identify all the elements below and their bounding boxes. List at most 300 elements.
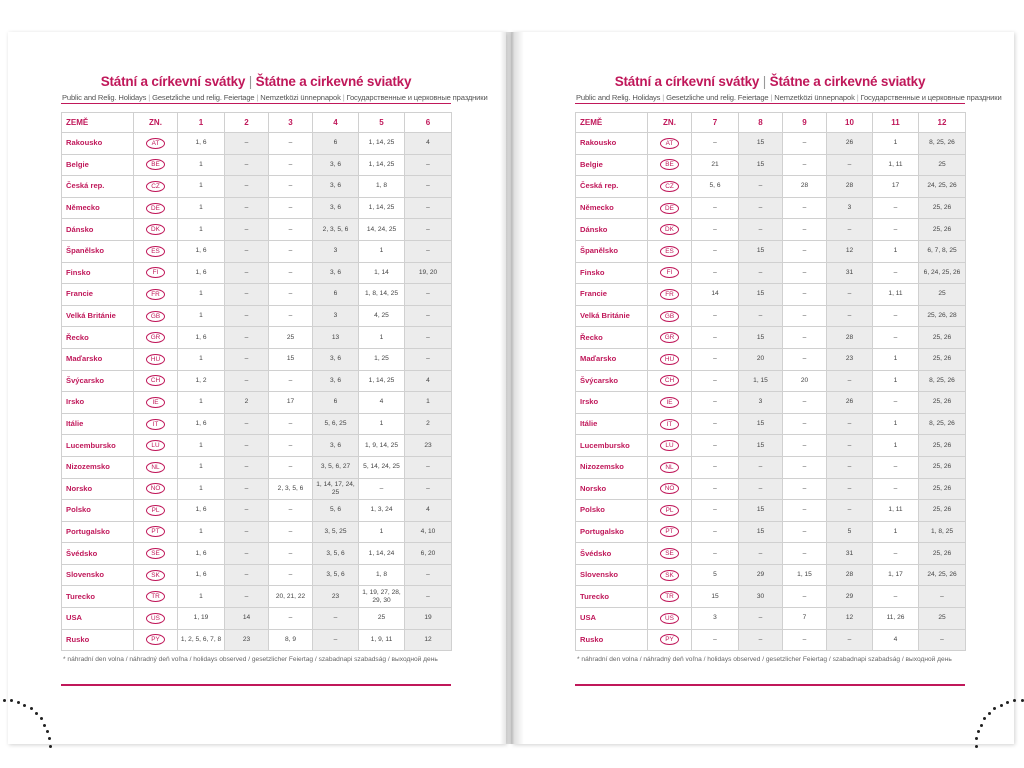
country-code-badge: PT bbox=[660, 526, 679, 537]
holiday-dates-cell: – bbox=[269, 219, 313, 241]
right-page-subtitle: Public and Relig. Holidays | Gesetzliche und relig. Feiertage | Nemzetközi ünnepnapok | Государственные и церковные праздники bbox=[576, 93, 1002, 102]
country-code-badge: NL bbox=[660, 462, 679, 473]
table-row bbox=[576, 543, 966, 565]
country-code-badge: PY bbox=[146, 634, 165, 645]
holiday-dates-cell: 17 bbox=[873, 176, 919, 198]
holiday-dates-cell: – bbox=[225, 348, 269, 370]
country-name: Portugalsko bbox=[62, 521, 134, 543]
holiday-dates-cell: – bbox=[783, 262, 827, 284]
holiday-dates-cell: – bbox=[873, 327, 919, 349]
holiday-dates-cell: – bbox=[269, 284, 313, 306]
holiday-dates-cell: 15 bbox=[739, 521, 783, 543]
holiday-dates-cell: 1 bbox=[178, 219, 225, 241]
holiday-dates-cell: 4 bbox=[359, 392, 405, 414]
column-header-month: 6 bbox=[405, 113, 452, 133]
table-row bbox=[62, 413, 452, 435]
table-row bbox=[576, 284, 966, 306]
holiday-dates-cell: – bbox=[692, 392, 739, 414]
holiday-dates-cell: 31 bbox=[827, 543, 873, 565]
holiday-dates-cell: 1 bbox=[405, 392, 452, 414]
country-code-badge: ES bbox=[146, 246, 165, 257]
holiday-dates-cell: 25, 26 bbox=[919, 219, 966, 241]
holiday-dates-cell: – bbox=[692, 435, 739, 457]
holiday-dates-cell: – bbox=[225, 240, 269, 262]
holiday-dates-cell: 1, 9, 11 bbox=[359, 629, 405, 651]
holiday-dates-cell: 26 bbox=[827, 133, 873, 155]
country-code-badge: IE bbox=[146, 397, 165, 408]
table-body bbox=[62, 133, 452, 651]
holiday-dates-cell: – bbox=[405, 240, 452, 262]
holiday-dates-cell: 1 bbox=[359, 327, 405, 349]
holiday-dates-cell: – bbox=[225, 500, 269, 522]
country-name: Česká rep. bbox=[576, 176, 648, 198]
holiday-dates-cell: 1, 6 bbox=[178, 500, 225, 522]
country-name: Švýcarsko bbox=[576, 370, 648, 392]
holiday-dates-cell: – bbox=[783, 305, 827, 327]
holiday-dates-cell: – bbox=[405, 327, 452, 349]
country-code-badge: SK bbox=[146, 570, 165, 581]
country-code-cell bbox=[134, 608, 178, 630]
table-row bbox=[576, 435, 966, 457]
table-row bbox=[576, 370, 966, 392]
country-name: Maďarsko bbox=[62, 348, 134, 370]
holiday-dates-cell: 15 bbox=[692, 586, 739, 608]
country-code-cell bbox=[134, 305, 178, 327]
column-header-country: ZEMĚ bbox=[576, 113, 648, 133]
table-row bbox=[576, 456, 966, 478]
country-code-cell bbox=[134, 564, 178, 586]
holiday-dates-cell: 25 bbox=[919, 608, 966, 630]
holiday-dates-cell: – bbox=[225, 413, 269, 435]
holiday-dates-cell: 1, 3, 24 bbox=[359, 500, 405, 522]
holiday-dates-cell: 3 bbox=[313, 240, 359, 262]
left-page-title bbox=[61, 74, 451, 92]
holiday-dates-cell: – bbox=[269, 608, 313, 630]
holiday-dates-cell: 8, 25, 26 bbox=[919, 133, 966, 155]
table-row bbox=[576, 478, 966, 500]
holiday-dates-cell: – bbox=[783, 284, 827, 306]
column-header-month: 2 bbox=[225, 113, 269, 133]
country-code-cell bbox=[134, 500, 178, 522]
country-code-cell bbox=[648, 435, 692, 457]
holiday-dates-cell: 26 bbox=[827, 392, 873, 414]
decorative-dot bbox=[977, 730, 980, 733]
holiday-dates-cell: 28 bbox=[827, 564, 873, 586]
country-code-badge: DE bbox=[660, 203, 679, 214]
holiday-dates-cell: 5 bbox=[827, 521, 873, 543]
country-code-cell bbox=[648, 133, 692, 155]
holiday-dates-cell: – bbox=[783, 413, 827, 435]
country-code-badge: FI bbox=[660, 267, 679, 278]
table-row bbox=[576, 564, 966, 586]
holiday-dates-cell: – bbox=[405, 154, 452, 176]
holiday-dates-cell: – bbox=[225, 262, 269, 284]
holiday-dates-cell: – bbox=[405, 284, 452, 306]
country-code-cell bbox=[648, 284, 692, 306]
holiday-dates-cell: 1, 14, 25 bbox=[359, 133, 405, 155]
holiday-dates-cell: 1 bbox=[178, 305, 225, 327]
holiday-dates-cell: – bbox=[313, 629, 359, 651]
holiday-dates-cell: – bbox=[692, 133, 739, 155]
country-code-cell bbox=[648, 500, 692, 522]
holiday-dates-cell: 6 bbox=[313, 392, 359, 414]
holiday-dates-cell: – bbox=[739, 262, 783, 284]
holiday-dates-cell: – bbox=[225, 370, 269, 392]
holiday-dates-cell: 5, 6, 25 bbox=[313, 413, 359, 435]
holiday-dates-cell: – bbox=[873, 456, 919, 478]
decorative-dot bbox=[49, 745, 52, 748]
country-code-cell bbox=[134, 586, 178, 608]
country-code-badge: GR bbox=[146, 332, 165, 343]
holiday-dates-cell: – bbox=[269, 564, 313, 586]
holiday-dates-cell: 29 bbox=[739, 564, 783, 586]
country-code-badge: PT bbox=[146, 526, 165, 537]
country-name: Dánsko bbox=[576, 219, 648, 241]
country-code-badge: FR bbox=[146, 289, 165, 300]
country-code-cell bbox=[648, 564, 692, 586]
country-code-badge: SK bbox=[660, 570, 679, 581]
table-row bbox=[62, 348, 452, 370]
country-code-cell bbox=[648, 521, 692, 543]
holiday-dates-cell: 1 bbox=[873, 370, 919, 392]
holiday-dates-cell: – bbox=[692, 197, 739, 219]
holiday-dates-cell: – bbox=[269, 500, 313, 522]
holiday-dates-cell: – bbox=[269, 240, 313, 262]
holiday-dates-cell: – bbox=[739, 543, 783, 565]
holiday-dates-cell: 1, 6 bbox=[178, 262, 225, 284]
country-code-cell bbox=[134, 456, 178, 478]
table-row bbox=[576, 413, 966, 435]
country-code-badge: SE bbox=[660, 548, 679, 559]
column-header-month: 12 bbox=[919, 113, 966, 133]
holiday-dates-cell: – bbox=[405, 478, 452, 500]
table-row bbox=[62, 478, 452, 500]
holiday-dates-cell: 3 bbox=[313, 305, 359, 327]
footnote: * náhradní den volna / náhradný deň voľna / holidays observed / gesetzlicher Feiertag / szabadnapi szabadság / выходной день bbox=[577, 656, 952, 664]
holiday-dates-cell: 23 bbox=[225, 629, 269, 651]
holiday-dates-cell: – bbox=[783, 348, 827, 370]
holiday-dates-cell: – bbox=[873, 478, 919, 500]
holiday-dates-cell: 1, 6 bbox=[178, 327, 225, 349]
table-header-row bbox=[62, 113, 452, 133]
holiday-dates-cell: – bbox=[692, 500, 739, 522]
holiday-dates-cell: – bbox=[225, 197, 269, 219]
holiday-dates-cell: 3, 6 bbox=[313, 348, 359, 370]
holiday-dates-cell: 20 bbox=[739, 348, 783, 370]
country-code-cell bbox=[134, 543, 178, 565]
holiday-dates-cell: 1, 8, 25 bbox=[919, 521, 966, 543]
decorative-dot bbox=[23, 704, 26, 707]
table-row bbox=[62, 543, 452, 565]
holiday-dates-cell: 14, 24, 25 bbox=[359, 219, 405, 241]
country-code-badge: LU bbox=[146, 440, 165, 451]
holiday-dates-cell: – bbox=[405, 348, 452, 370]
country-name: Španělsko bbox=[576, 240, 648, 262]
holiday-dates-cell: 21 bbox=[692, 154, 739, 176]
holidays-table-jan-jun bbox=[61, 112, 452, 651]
country-code-cell bbox=[134, 370, 178, 392]
country-code-cell bbox=[648, 392, 692, 414]
holiday-dates-cell: – bbox=[405, 197, 452, 219]
holiday-dates-cell: – bbox=[692, 413, 739, 435]
country-name: Turecko bbox=[576, 586, 648, 608]
country-name: Irsko bbox=[62, 392, 134, 414]
holiday-dates-cell: – bbox=[692, 478, 739, 500]
holiday-dates-cell: – bbox=[827, 154, 873, 176]
country-name: Finsko bbox=[576, 262, 648, 284]
subtitle-hu: Nemzetközi ünnepnapok bbox=[260, 93, 341, 102]
country-code-cell bbox=[648, 197, 692, 219]
country-code-badge: AT bbox=[146, 138, 165, 149]
holiday-dates-cell: 15 bbox=[739, 327, 783, 349]
column-header-country: ZEMĚ bbox=[62, 113, 134, 133]
holiday-dates-cell: 1, 8 bbox=[359, 176, 405, 198]
holiday-dates-cell: – bbox=[225, 133, 269, 155]
country-code-badge: NO bbox=[146, 483, 165, 494]
holiday-dates-cell: 1 bbox=[178, 176, 225, 198]
holiday-dates-cell: 1, 11 bbox=[873, 500, 919, 522]
country-name: Dánsko bbox=[62, 219, 134, 241]
holiday-dates-cell: 31 bbox=[827, 262, 873, 284]
book-gutter-shadow bbox=[500, 32, 524, 744]
decorative-dot bbox=[35, 712, 38, 715]
country-code-badge: FI bbox=[146, 267, 165, 278]
country-name: USA bbox=[576, 608, 648, 630]
holiday-dates-cell: – bbox=[873, 305, 919, 327]
holiday-dates-cell: – bbox=[783, 197, 827, 219]
country-name: Itálie bbox=[576, 413, 648, 435]
country-code-badge: BE bbox=[660, 159, 679, 170]
holiday-dates-cell: – bbox=[269, 305, 313, 327]
table-row bbox=[62, 392, 452, 414]
holiday-dates-cell: 19 bbox=[405, 608, 452, 630]
country-code-badge: GB bbox=[146, 311, 165, 322]
holiday-dates-cell: – bbox=[783, 327, 827, 349]
holiday-dates-cell: 8, 9 bbox=[269, 629, 313, 651]
column-header-month: 11 bbox=[873, 113, 919, 133]
holiday-dates-cell: 6, 24, 25, 26 bbox=[919, 262, 966, 284]
holiday-dates-cell: – bbox=[269, 262, 313, 284]
holiday-dates-cell: 1 bbox=[178, 478, 225, 500]
holiday-dates-cell: – bbox=[739, 456, 783, 478]
holiday-dates-cell: 4 bbox=[873, 629, 919, 651]
column-header-month: 3 bbox=[269, 113, 313, 133]
holiday-dates-cell: 25, 26, 28 bbox=[919, 305, 966, 327]
table-row bbox=[62, 435, 452, 457]
holiday-dates-cell: 6, 20 bbox=[405, 543, 452, 565]
holiday-dates-cell: 5 bbox=[692, 564, 739, 586]
table-row bbox=[576, 262, 966, 284]
holiday-dates-cell: – bbox=[827, 370, 873, 392]
decorative-dot bbox=[3, 699, 6, 702]
country-code-badge: TR bbox=[146, 591, 165, 602]
holiday-dates-cell: 14 bbox=[225, 608, 269, 630]
holiday-dates-cell: – bbox=[225, 543, 269, 565]
country-name: Belgie bbox=[576, 154, 648, 176]
holiday-dates-cell: – bbox=[783, 521, 827, 543]
country-name: Rusko bbox=[576, 629, 648, 651]
country-code-badge: GB bbox=[660, 311, 679, 322]
holiday-dates-cell: 3, 6 bbox=[313, 154, 359, 176]
holiday-dates-cell: – bbox=[827, 500, 873, 522]
country-code-cell bbox=[648, 327, 692, 349]
holiday-dates-cell: – bbox=[873, 392, 919, 414]
holiday-dates-cell: – bbox=[739, 305, 783, 327]
country-code-cell bbox=[134, 478, 178, 500]
bottom-rule bbox=[61, 684, 451, 686]
holiday-dates-cell: 1, 11 bbox=[873, 154, 919, 176]
holiday-dates-cell: 28 bbox=[827, 327, 873, 349]
country-name: Turecko bbox=[62, 586, 134, 608]
table-row bbox=[62, 305, 452, 327]
country-code-badge: US bbox=[146, 613, 165, 624]
holiday-dates-cell: – bbox=[405, 176, 452, 198]
country-code-cell bbox=[648, 219, 692, 241]
holiday-dates-cell: – bbox=[739, 176, 783, 198]
holiday-dates-cell: 1 bbox=[178, 348, 225, 370]
country-code-cell bbox=[648, 543, 692, 565]
decorative-dot bbox=[980, 724, 983, 727]
holiday-dates-cell: 24, 25, 26 bbox=[919, 176, 966, 198]
right-page-title bbox=[575, 74, 965, 92]
holiday-dates-cell: 15 bbox=[739, 413, 783, 435]
country-code-badge: GR bbox=[660, 332, 679, 343]
holiday-dates-cell: 15 bbox=[739, 240, 783, 262]
country-code-cell bbox=[134, 197, 178, 219]
holiday-dates-cell: – bbox=[692, 370, 739, 392]
holiday-dates-cell: 17 bbox=[269, 392, 313, 414]
holiday-dates-cell: 1, 14, 17, 24, 25 bbox=[313, 478, 359, 500]
country-code-badge: AT bbox=[660, 138, 679, 149]
country-code-cell bbox=[648, 370, 692, 392]
bottom-rule bbox=[575, 684, 965, 686]
table-row bbox=[62, 456, 452, 478]
holiday-dates-cell: – bbox=[405, 456, 452, 478]
holiday-dates-cell: – bbox=[827, 305, 873, 327]
holiday-dates-cell: 28 bbox=[783, 176, 827, 198]
holiday-dates-cell: – bbox=[692, 305, 739, 327]
holiday-dates-cell: – bbox=[225, 219, 269, 241]
holiday-dates-cell: – bbox=[269, 521, 313, 543]
holiday-dates-cell: 23 bbox=[313, 586, 359, 608]
holiday-dates-cell: – bbox=[269, 435, 313, 457]
decorative-dot bbox=[17, 701, 20, 704]
holiday-dates-cell: 25 bbox=[919, 284, 966, 306]
decorative-dotted-arc-right bbox=[962, 686, 1022, 746]
holiday-dates-cell: – bbox=[783, 500, 827, 522]
holiday-dates-cell: – bbox=[692, 219, 739, 241]
title-sk: Štátne a cirkevné sviatky bbox=[255, 74, 412, 89]
country-code-cell bbox=[134, 240, 178, 262]
decorative-dot bbox=[40, 717, 43, 720]
country-code-badge: IT bbox=[660, 419, 679, 430]
holiday-dates-cell: – bbox=[873, 586, 919, 608]
holiday-dates-cell: 3, 6 bbox=[313, 176, 359, 198]
holiday-dates-cell: 29 bbox=[827, 586, 873, 608]
holiday-dates-cell: – bbox=[783, 478, 827, 500]
column-header-month: 10 bbox=[827, 113, 873, 133]
country-name: Polsko bbox=[576, 500, 648, 522]
holiday-dates-cell: 15 bbox=[739, 154, 783, 176]
holiday-dates-cell: 3, 6 bbox=[313, 262, 359, 284]
holiday-dates-cell: – bbox=[739, 478, 783, 500]
holiday-dates-cell: 25, 26 bbox=[919, 500, 966, 522]
table-row bbox=[576, 500, 966, 522]
holiday-dates-cell: 1, 15 bbox=[783, 564, 827, 586]
country-name: Lucembursko bbox=[576, 435, 648, 457]
holiday-dates-cell: 1 bbox=[178, 521, 225, 543]
holiday-dates-cell: 25, 26 bbox=[919, 327, 966, 349]
holiday-dates-cell: 3, 6 bbox=[313, 435, 359, 457]
country-name: Maďarsko bbox=[576, 348, 648, 370]
holiday-dates-cell: – bbox=[225, 564, 269, 586]
holiday-dates-cell: – bbox=[873, 219, 919, 241]
holiday-dates-cell: 1, 14, 25 bbox=[359, 154, 405, 176]
footnote: * náhradní den volna / náhradný deň voľna / holidays observed / gesetzlicher Feiertag / szabadnapi szabadság / выходной день bbox=[63, 656, 438, 664]
table-row bbox=[62, 284, 452, 306]
holiday-dates-cell: – bbox=[692, 456, 739, 478]
holiday-dates-cell: – bbox=[225, 176, 269, 198]
holiday-dates-cell: – bbox=[269, 154, 313, 176]
holiday-dates-cell: 25, 26 bbox=[919, 543, 966, 565]
country-name: Finsko bbox=[62, 262, 134, 284]
country-name: Španělsko bbox=[62, 240, 134, 262]
holiday-dates-cell: 3 bbox=[692, 608, 739, 630]
holiday-dates-cell: 24, 25, 26 bbox=[919, 564, 966, 586]
decorative-dot bbox=[1013, 699, 1016, 702]
country-code-badge: US bbox=[660, 613, 679, 624]
country-name: Belgie bbox=[62, 154, 134, 176]
holiday-dates-cell: 6 bbox=[313, 284, 359, 306]
holiday-dates-cell: 3 bbox=[739, 392, 783, 414]
holiday-dates-cell: – bbox=[225, 435, 269, 457]
country-code-badge: HU bbox=[660, 354, 679, 365]
left-page-subtitle: Public and Relig. Holidays | Gesetzliche und relig. Feiertage | Nemzetközi ünnepnapok | Государственные и церковные праздники bbox=[62, 93, 488, 102]
holiday-dates-cell: 1 bbox=[178, 197, 225, 219]
decorative-dot bbox=[30, 707, 33, 710]
holiday-dates-cell: 6, 7, 8, 25 bbox=[919, 240, 966, 262]
table-row bbox=[576, 219, 966, 241]
holiday-dates-cell: – bbox=[783, 586, 827, 608]
country-code-cell bbox=[648, 348, 692, 370]
holiday-dates-cell: 4, 10 bbox=[405, 521, 452, 543]
holiday-dates-cell: 11, 26 bbox=[873, 608, 919, 630]
table-row bbox=[576, 629, 966, 651]
table-row bbox=[62, 176, 452, 198]
holiday-dates-cell: – bbox=[873, 197, 919, 219]
holiday-dates-cell: 12 bbox=[827, 608, 873, 630]
holiday-dates-cell: – bbox=[225, 521, 269, 543]
holiday-dates-cell: – bbox=[269, 133, 313, 155]
country-name: Irsko bbox=[576, 392, 648, 414]
holiday-dates-cell: 1 bbox=[178, 586, 225, 608]
holiday-dates-cell: – bbox=[225, 154, 269, 176]
table-row bbox=[62, 500, 452, 522]
holiday-dates-cell: – bbox=[359, 478, 405, 500]
country-name: Slovensko bbox=[576, 564, 648, 586]
holiday-dates-cell: – bbox=[783, 629, 827, 651]
holiday-dates-cell: 23 bbox=[405, 435, 452, 457]
subtitle-en: Public and Relig. Holidays bbox=[62, 93, 147, 102]
country-name: Norsko bbox=[576, 478, 648, 500]
country-code-cell bbox=[134, 521, 178, 543]
holiday-dates-cell: 30 bbox=[739, 586, 783, 608]
holidays-table-jul-dec bbox=[575, 112, 966, 651]
table-row bbox=[62, 327, 452, 349]
country-code-badge: HU bbox=[146, 354, 165, 365]
holiday-dates-cell: – bbox=[225, 305, 269, 327]
holiday-dates-cell: – bbox=[269, 543, 313, 565]
